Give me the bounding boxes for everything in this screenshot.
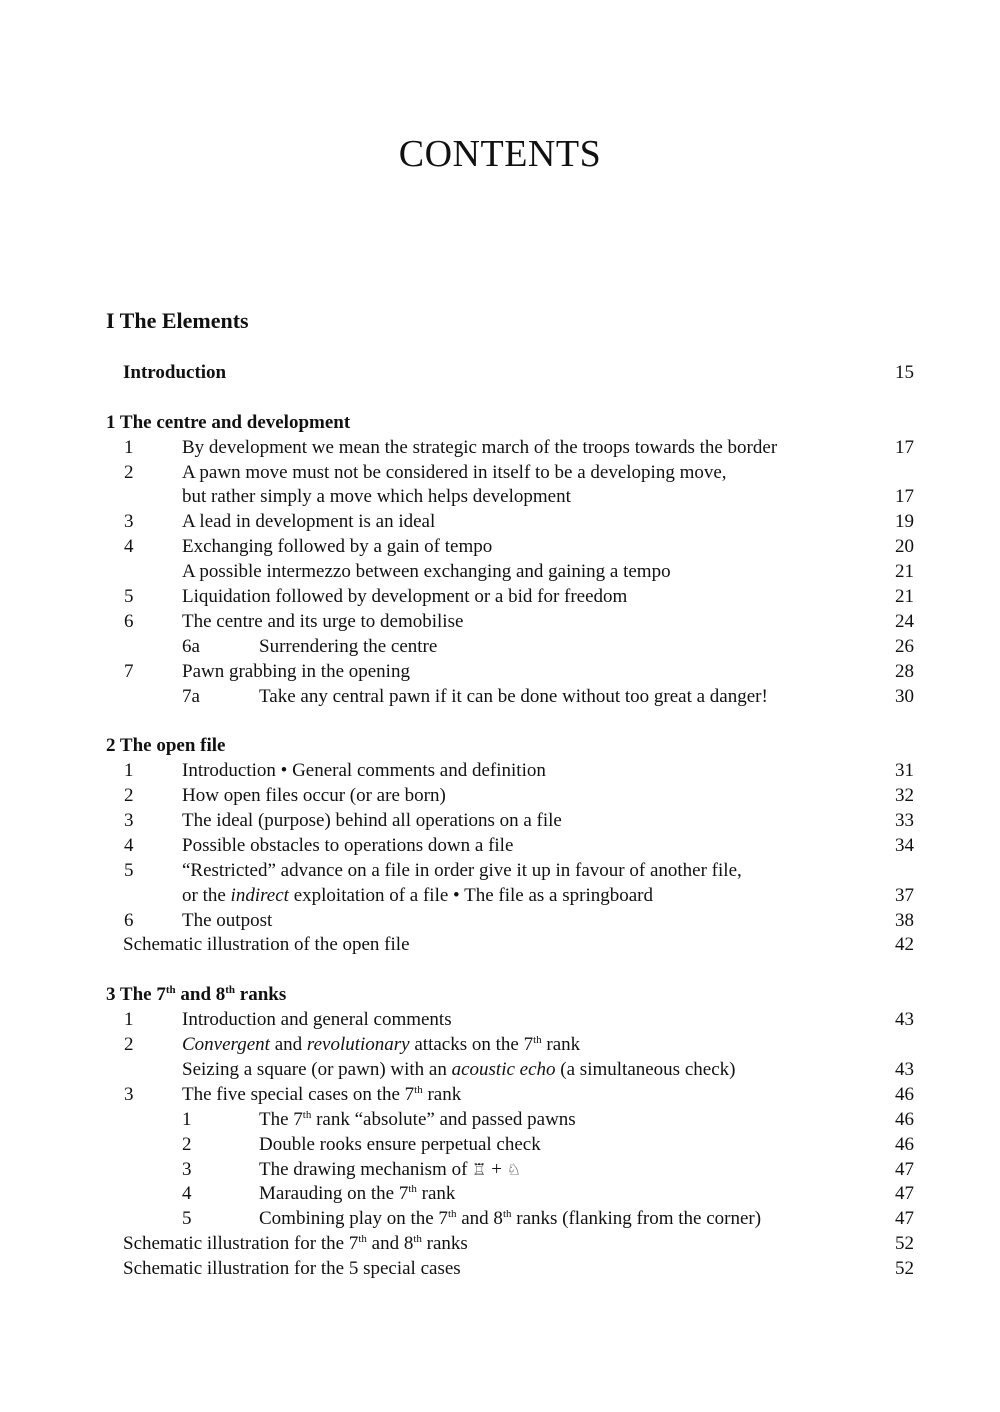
page-number: 34 <box>895 834 914 856</box>
toc-entry-continuation[interactable] <box>106 485 914 510</box>
entry-text: or the indirect exploitation of a file • The file as a springboard <box>182 884 653 906</box>
entry-number: 4 <box>182 1183 192 1205</box>
toc-entry[interactable] <box>106 1033 914 1058</box>
entry-number: 3 <box>124 1083 134 1105</box>
entry-number: 5 <box>124 586 134 608</box>
entry-number: 5 <box>124 859 134 881</box>
toc-entry[interactable] <box>106 859 914 884</box>
entry-text: Marauding on the 7th rank <box>259 1183 456 1205</box>
toc-subentry[interactable] <box>106 1133 914 1158</box>
entry-number: 2 <box>124 1034 134 1056</box>
entry-text: Schematic illustration of the open file <box>123 934 410 956</box>
toc-entry[interactable] <box>106 610 914 635</box>
toc-entry-introduction[interactable] <box>106 361 914 386</box>
page-number: 47 <box>895 1208 914 1230</box>
page-number: 52 <box>895 1258 914 1280</box>
toc-subentry[interactable] <box>106 1108 914 1133</box>
page-number: 15 <box>895 362 914 383</box>
entry-text: How open files occur (or are born) <box>182 785 446 807</box>
page-number: 33 <box>895 810 914 832</box>
entry-text: A lead in development is an ideal <box>182 511 436 533</box>
toc-entry[interactable] <box>106 1008 914 1033</box>
entry-number: 2 <box>124 785 134 807</box>
toc-subentry[interactable] <box>106 1182 914 1207</box>
entry-number: 7 <box>124 660 134 682</box>
table-of-contents <box>106 361 914 1282</box>
page-number: 30 <box>895 685 914 707</box>
entry-text: A pawn move must not be considered in itself to be a developing move, <box>182 461 727 483</box>
entry-number: 2 <box>124 461 134 483</box>
chapter-heading-1[interactable] <box>106 411 914 436</box>
entry-number: 1 <box>182 1108 192 1130</box>
page-number: 46 <box>895 1083 914 1105</box>
page-number: 37 <box>895 884 914 906</box>
entry-number: 5 <box>182 1208 192 1230</box>
page-number: 47 <box>895 1183 914 1205</box>
entry-number: 6 <box>124 610 134 632</box>
page-number: 21 <box>895 586 914 608</box>
page-number: 20 <box>895 536 914 558</box>
page-number: 31 <box>895 760 914 782</box>
page-number: 26 <box>895 635 914 657</box>
page-title: CONTENTS <box>398 133 602 175</box>
toc-entry[interactable] <box>106 585 914 610</box>
entry-number: 6 <box>124 909 134 931</box>
entry-text: Introduction and general comments <box>182 1009 452 1031</box>
entry-text: The 7th rank “absolute” and passed pawns <box>259 1108 576 1130</box>
toc-subentry[interactable] <box>106 685 914 710</box>
entry-text: Convergent and revolutionary attacks on the 7th rank <box>182 1034 581 1056</box>
toc-entry-continuation[interactable] <box>106 1058 914 1083</box>
page-number: 46 <box>895 1133 914 1155</box>
page-number: 21 <box>895 561 914 583</box>
page-number: 28 <box>895 660 914 682</box>
entry-text: Pawn grabbing in the opening <box>182 660 410 682</box>
entry-number: 7a <box>182 685 200 707</box>
entry-number: 1 <box>124 1009 134 1031</box>
part-heading: I The Elements <box>106 308 249 333</box>
page-number: 46 <box>895 1108 914 1130</box>
entry-text: A possible intermezzo between exchanging and gaining a tempo <box>182 561 671 583</box>
toc-entry-schematic[interactable] <box>106 1232 914 1257</box>
entry-text: Double rooks ensure perpetual check <box>259 1133 541 1155</box>
rook-icon: ♖ <box>472 1159 487 1179</box>
toc-entry[interactable] <box>106 436 914 461</box>
toc-entry-continuation[interactable] <box>106 560 914 585</box>
chapter-title: 1 The centre and development <box>106 411 351 433</box>
page-number: 43 <box>895 1058 914 1080</box>
page-number: 32 <box>895 785 914 807</box>
entry-text: The outpost <box>182 909 273 931</box>
entry-text: Schematic illustration for the 5 special cases <box>123 1258 461 1280</box>
page-number: 42 <box>895 934 914 956</box>
entry-text: Liquidation followed by development or a bid for freedom <box>182 586 628 608</box>
toc-subentry[interactable] <box>106 1158 914 1183</box>
toc-subentry[interactable] <box>106 1207 914 1232</box>
chapter-title: 2 The open file <box>106 735 226 757</box>
entry-text: Surrendering the centre <box>259 635 438 657</box>
entry-number: 3 <box>182 1158 192 1180</box>
page-number: 17 <box>895 486 914 508</box>
entry-number: 4 <box>124 834 134 856</box>
entry-text: Possible obstacles to operations down a file <box>182 834 514 856</box>
entry-text: Schematic illustration for the 7th and 8th ranks <box>123 1233 468 1255</box>
entry-text: “Restricted” advance on a file in order give it up in favour of another file, <box>182 859 742 881</box>
page-number: 19 <box>895 511 914 533</box>
entry-text: Introduction <box>123 362 227 383</box>
page-number: 17 <box>895 436 914 458</box>
entry-number: 3 <box>124 810 134 832</box>
entry-number: 4 <box>124 536 134 558</box>
page-number: 47 <box>895 1158 914 1180</box>
toc-entry-schematic[interactable] <box>106 933 914 958</box>
entry-text: Introduction • General comments and definition <box>182 760 546 782</box>
entry-text: The centre and its urge to demobilise <box>182 610 464 632</box>
toc-entry[interactable] <box>106 1083 914 1108</box>
page-number: 24 <box>895 610 914 632</box>
entry-number: 1 <box>124 760 134 782</box>
entry-text: By development we mean the strategic march of the troops towards the border <box>182 436 778 458</box>
toc-entry-continuation[interactable] <box>106 884 914 909</box>
knight-icon: ♘ <box>506 1159 522 1179</box>
chapter-heading-2[interactable] <box>106 734 914 759</box>
toc-entry[interactable] <box>106 535 914 560</box>
toc-subentry[interactable] <box>106 635 914 660</box>
chapter-title: 3 The 7th and 8th ranks <box>106 984 287 1006</box>
entry-text: The five special cases on the 7th rank <box>182 1083 462 1105</box>
entry-text: Take any central pawn if it can be done without too great a danger! <box>259 685 768 707</box>
toc-entry[interactable] <box>106 809 914 834</box>
page-number: 52 <box>895 1233 914 1255</box>
toc-entry[interactable] <box>106 784 914 809</box>
toc-entry[interactable] <box>106 759 914 784</box>
toc-entry[interactable] <box>106 461 914 486</box>
toc-entry[interactable] <box>106 510 914 535</box>
toc-entry-schematic[interactable] <box>106 1257 914 1282</box>
entry-text: The ideal (purpose) behind all operations on a file <box>182 810 562 832</box>
toc-entry[interactable] <box>106 834 914 859</box>
entry-number: 2 <box>182 1133 192 1155</box>
page-number: 43 <box>895 1009 914 1031</box>
chapter-heading-3[interactable] <box>106 983 914 1008</box>
entry-text: The drawing mechanism of ♖ + ♘ <box>259 1158 522 1180</box>
entry-number: 1 <box>124 436 134 458</box>
entry-text: but rather simply a move which helps development <box>182 486 571 508</box>
entry-number: 3 <box>124 511 134 533</box>
toc-entry[interactable] <box>106 909 914 934</box>
toc-entry[interactable] <box>106 660 914 685</box>
entry-text: Seizing a square (or pawn) with an acoustic echo (a simultaneous check) <box>182 1058 736 1080</box>
entry-text: Combining play on the 7th and 8th ranks (flanking from the corner) <box>259 1208 762 1230</box>
entry-number: 6a <box>182 635 200 657</box>
entry-text: Exchanging followed by a gain of tempo <box>182 536 493 558</box>
page-number: 38 <box>895 909 914 931</box>
